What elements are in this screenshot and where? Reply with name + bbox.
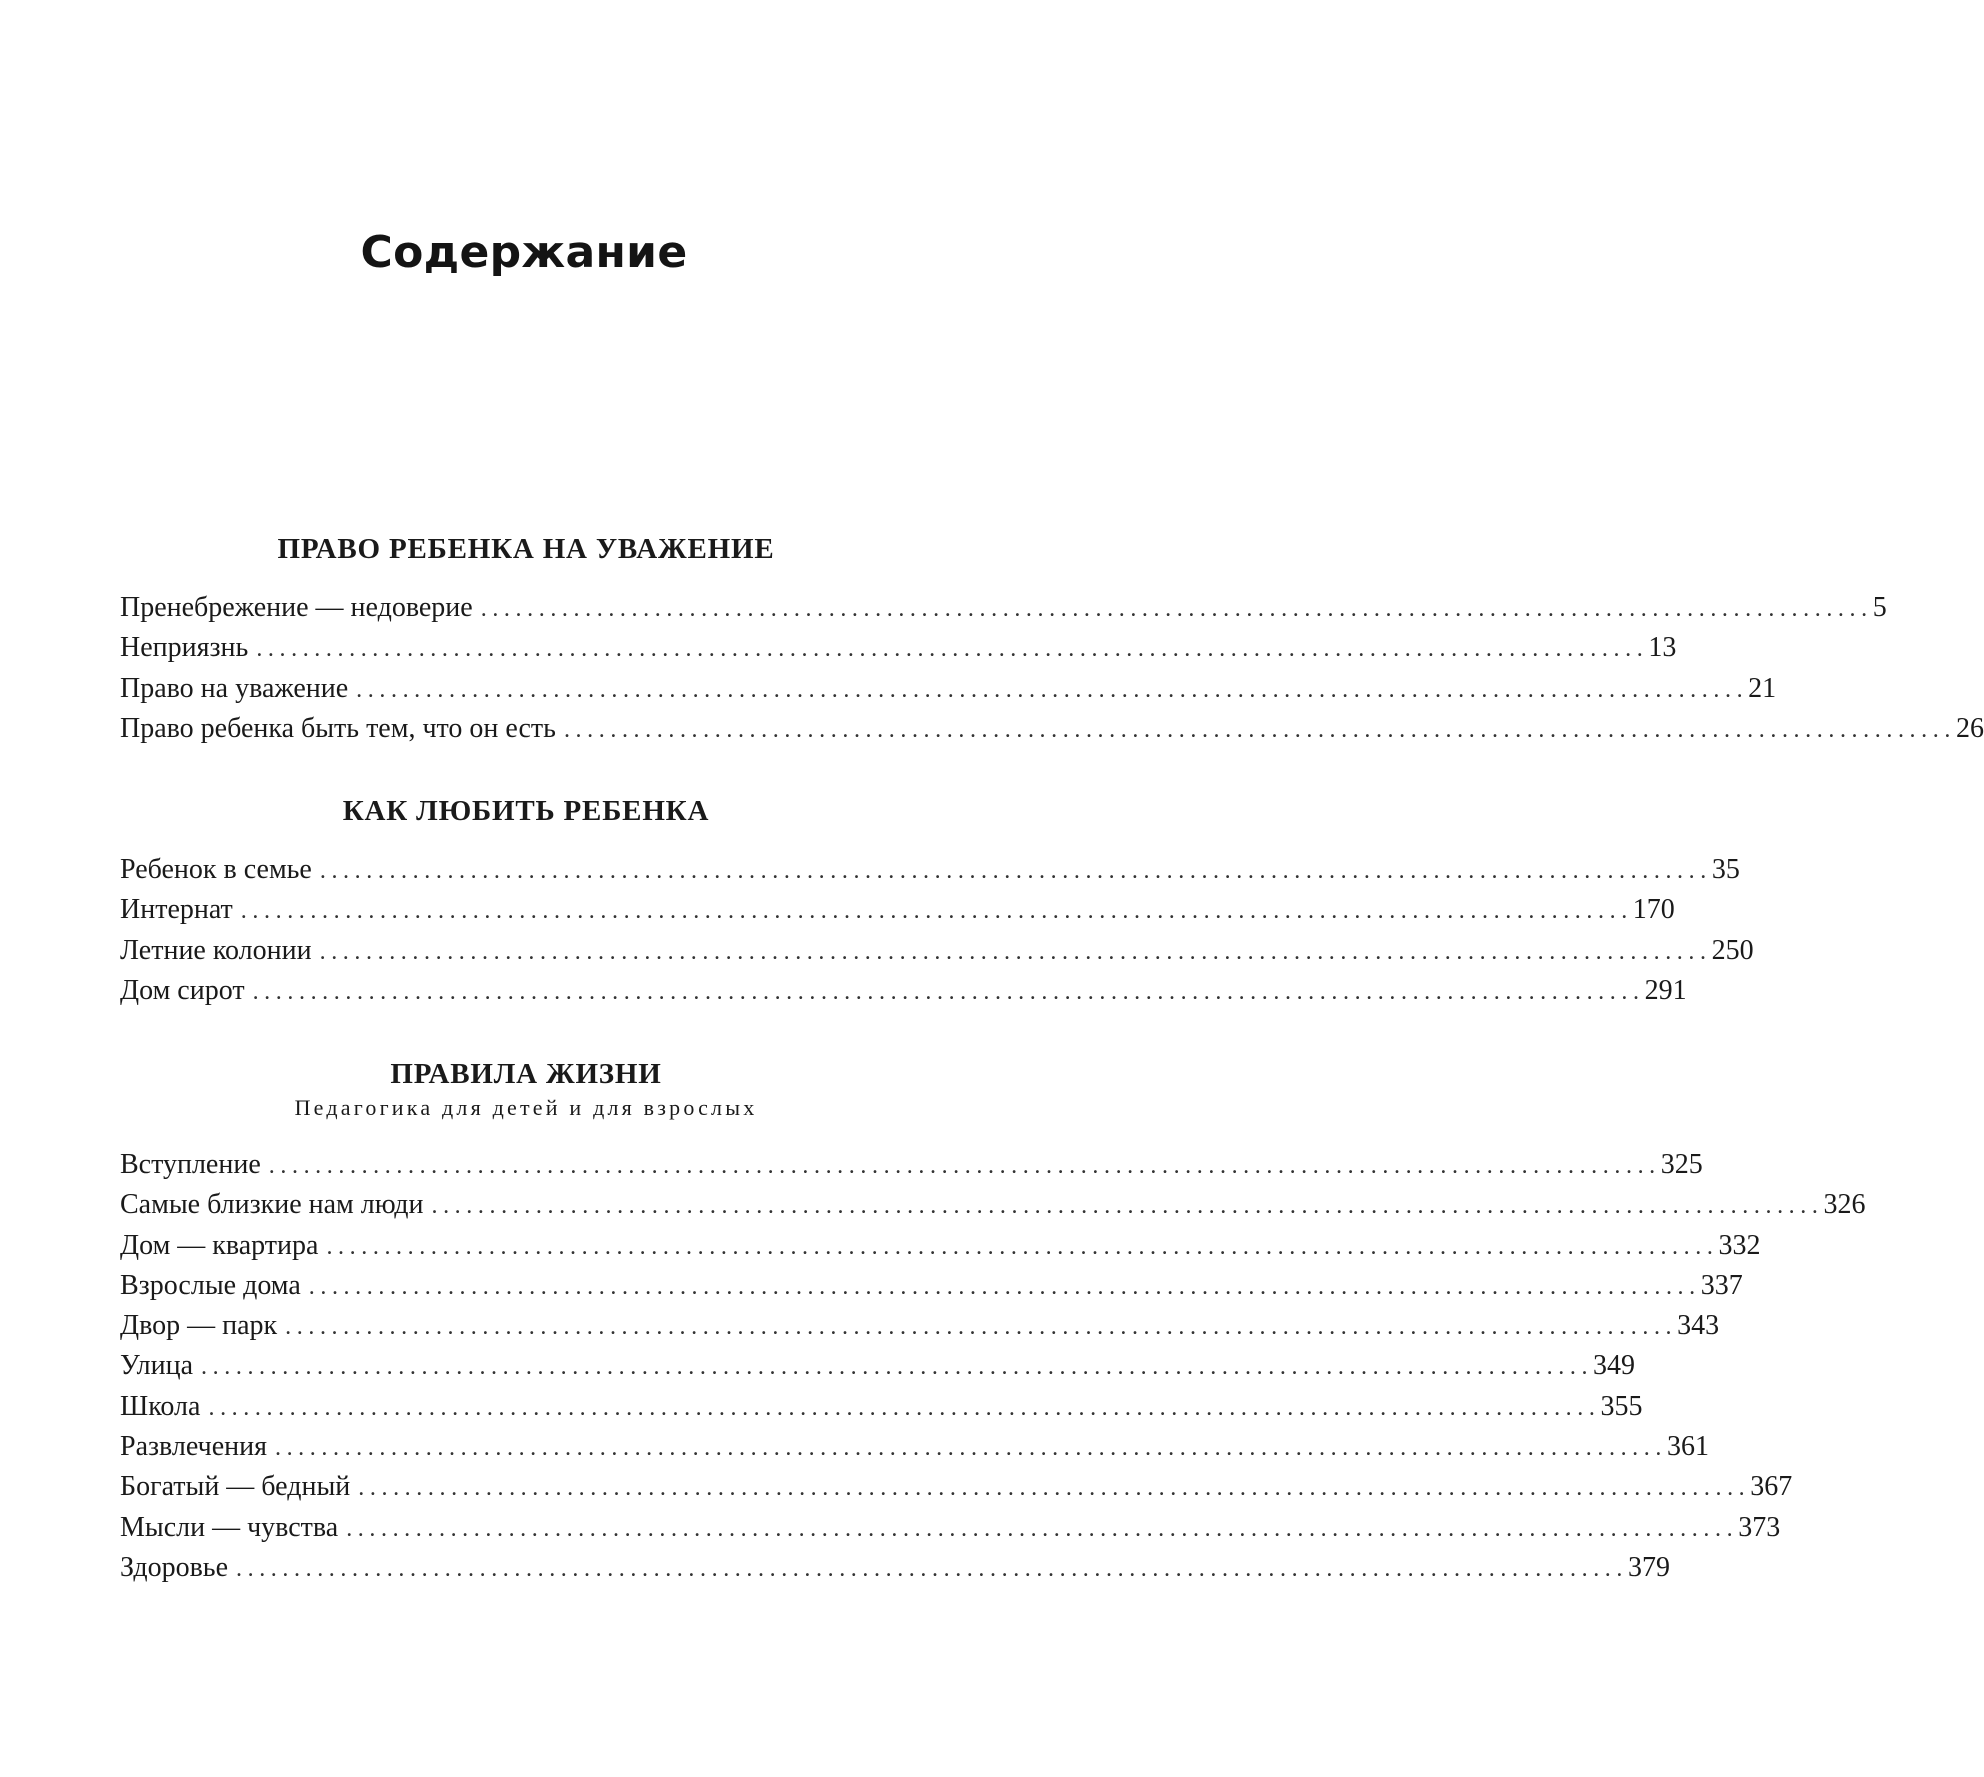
toc-section-love — [120, 792, 1754, 1011]
toc-entry-page: 26 — [1955, 712, 1984, 744]
toc-entry-page: 379 — [1628, 1551, 1670, 1583]
dot-leader: ........................................................................................................................ — [431, 1193, 1824, 1220]
toc-entry-list — [120, 850, 1754, 1011]
dot-leader: ........................................................................................................................ — [356, 676, 1749, 703]
toc-entry-page: 250 — [1711, 934, 1754, 966]
toc-entry[interactable] — [120, 1346, 1636, 1386]
section-subheading: Педагогика для детей и для взрослых — [294, 1095, 758, 1120]
toc-entry-title: Дом — квартира — [120, 1229, 319, 1261]
toc-entry-page: 35 — [1711, 854, 1740, 885]
toc-entry-page: 13 — [1648, 632, 1677, 664]
toc-entry[interactable] — [120, 669, 1777, 709]
dot-leader: ........................................................................................................................ — [252, 978, 1645, 1005]
toc-entry[interactable] — [120, 1185, 1866, 1225]
toc-entry[interactable] — [120, 1548, 1670, 1588]
toc-entry[interactable] — [120, 1145, 1703, 1185]
toc-entry-title: Пренебрежение — недоверие — [120, 592, 473, 623]
toc-entry-page: 349 — [1593, 1350, 1636, 1382]
toc-section-rules — [120, 1055, 1866, 1588]
dot-leader: ........................................................................................................................ — [240, 898, 1633, 925]
dot-leader: ........................................................................................................................ — [346, 1515, 1739, 1542]
toc-entry[interactable] — [120, 628, 1677, 668]
toc-entry-page: 343 — [1677, 1310, 1720, 1342]
toc-entry-title: Дом сирот — [120, 974, 245, 1006]
toc-entry-page: 361 — [1666, 1431, 1709, 1463]
toc-entry[interactable] — [120, 1266, 1743, 1306]
section-heading: ПРАВО РЕБЕНКА НА УВАЖЕНИЕ — [277, 533, 775, 565]
toc-entry-page: 325 — [1660, 1149, 1703, 1180]
toc-entry-page: 373 — [1738, 1511, 1781, 1543]
toc-entry-page: 337 — [1700, 1269, 1743, 1301]
dot-leader: ........................................................................................................................ — [268, 1153, 1661, 1179]
dot-leader: ........................................................................................................................ — [358, 1475, 1751, 1502]
toc-entry[interactable] — [120, 709, 1984, 749]
toc-entry[interactable] — [120, 1226, 1761, 1266]
toc-entry-list — [120, 588, 1984, 749]
toc-entry[interactable] — [120, 1508, 1781, 1548]
toc-entry-page: 170 — [1632, 894, 1675, 926]
toc-entry-title: Школа — [120, 1390, 201, 1422]
toc-entry-page: 291 — [1644, 974, 1687, 1006]
dot-leader: ........................................................................................................................ — [319, 858, 1712, 884]
toc-entry[interactable] — [120, 850, 1740, 890]
toc-entry-title: Мысли — чувства — [120, 1511, 339, 1543]
toc-entry-list — [120, 1145, 1866, 1588]
toc-entry-page: 21 — [1748, 672, 1777, 704]
toc-entry-page: 332 — [1718, 1229, 1761, 1261]
toc-entry-title: Развлечения — [120, 1431, 267, 1463]
toc-entry-title: Здоровье — [120, 1551, 228, 1583]
toc-entry[interactable] — [120, 1467, 1793, 1507]
page-title: Содержание — [360, 227, 688, 279]
toc-entry-title: Взрослые дома — [120, 1269, 301, 1301]
toc-entry[interactable] — [120, 890, 1675, 930]
dot-leader: ........................................................................................................................ — [256, 636, 1649, 663]
dot-leader: ........................................................................................................................ — [201, 1354, 1594, 1381]
dot-leader: ........................................................................................................................ — [563, 716, 1956, 743]
toc-entry-page: 355 — [1600, 1390, 1643, 1422]
dot-leader: ........................................................................................................................ — [308, 1273, 1701, 1300]
toc-entry[interactable] — [120, 931, 1754, 971]
toc-entry-page: 326 — [1823, 1189, 1866, 1221]
toc-entry-page: 5 — [1872, 592, 1887, 623]
section-heading: КАК ЛЮБИТЬ РЕБЕНКА — [342, 795, 710, 827]
dot-leader: ........................................................................................................................ — [236, 1555, 1628, 1582]
toc-entry[interactable] — [120, 588, 1887, 628]
toc-entry-title: Вступление — [120, 1149, 261, 1180]
toc-entry[interactable] — [120, 1387, 1643, 1427]
dot-leader: ........................................................................................................................ — [326, 1233, 1719, 1260]
dot-leader: ........................................................................................................................ — [208, 1394, 1601, 1421]
toc-entry[interactable] — [120, 1427, 1709, 1467]
dot-leader: ........................................................................................................................ — [285, 1314, 1678, 1341]
toc-entry-title: Ребенок в семье — [120, 854, 312, 885]
toc-entry-page: 367 — [1750, 1471, 1793, 1503]
dot-leader: ........................................................................................................................ — [319, 938, 1712, 965]
toc-entry-title: Неприязнь — [120, 632, 249, 664]
toc-entry-title: Право на уважение — [120, 672, 349, 704]
dot-leader: ........................................................................................................................ — [274, 1435, 1667, 1462]
toc-entry-title: Двор — парк — [120, 1310, 278, 1342]
toc-entry-title: Богатый — бедный — [120, 1471, 351, 1503]
toc-entry-title: Интернат — [120, 894, 233, 926]
dot-leader: ........................................................................................................................ — [480, 596, 1873, 622]
toc-entry-title: Летние колонии — [120, 934, 312, 966]
toc-entry[interactable] — [120, 1306, 1720, 1346]
toc-section-respect — [120, 530, 1984, 749]
section-heading: ПРАВИЛА ЖИЗНИ — [390, 1058, 662, 1090]
toc-entry-title: Улица — [120, 1350, 194, 1382]
toc-entry[interactable] — [120, 971, 1687, 1011]
toc-entry-title: Самые близкие нам люди — [120, 1189, 424, 1221]
toc-entry-title: Право ребенка быть тем, что он есть — [120, 712, 556, 744]
